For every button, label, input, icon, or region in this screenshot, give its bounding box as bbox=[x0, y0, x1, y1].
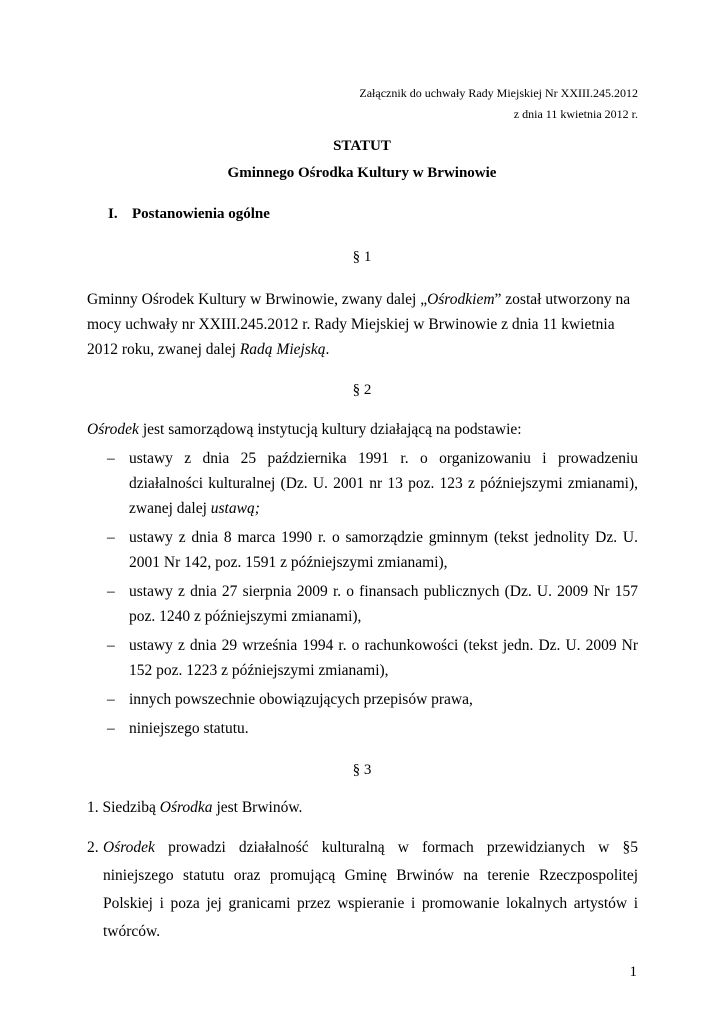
item-text-italic: Ośrodka bbox=[159, 799, 213, 816]
paragraph-2-intro bbox=[87, 417, 638, 442]
page-number: 1 bbox=[629, 964, 637, 980]
dash-bullet: – bbox=[107, 637, 115, 654]
document-title: STATUT bbox=[333, 138, 391, 154]
p1-text-a: Gminny Ośrodek Kultury w Brwinowie, zwany dalej „ bbox=[87, 291, 428, 308]
annex-note-line2: z dnia 11 kwietnia 2012 r. bbox=[513, 107, 638, 121]
list-item bbox=[107, 579, 638, 629]
section-title: Postanowienia ogólne bbox=[132, 206, 270, 222]
dash-bullet: – bbox=[107, 529, 115, 546]
item-text-a: Siedzibą bbox=[98, 799, 160, 816]
legal-basis-list bbox=[107, 446, 638, 741]
list-item bbox=[107, 525, 638, 575]
list-item bbox=[107, 446, 638, 521]
paragraph-mark-3: § 3 bbox=[352, 762, 372, 778]
p2-intro-rest: jest samorządową instytucją kultury działającą na podstawie: bbox=[138, 421, 522, 438]
item-body bbox=[87, 834, 638, 946]
item-number: 2. bbox=[87, 839, 99, 856]
dash-bullet: – bbox=[107, 450, 115, 467]
paragraph-mark-2: § 2 bbox=[352, 382, 372, 398]
p1-text-b: ” został utworzony na mocy uchwały nr XXIII.245.2012 r. Rady Miejskiej w Brwinowie z dnia 11 kwietnia 2012 roku, zwanej dalej bbox=[87, 291, 631, 358]
annex-note-line1: Załącznik do uchwały Rady Miejskiej Nr XXIII.245.2012 bbox=[359, 86, 638, 100]
dash-bullet: – bbox=[107, 691, 115, 708]
item-text-italic: Ośrodek bbox=[103, 839, 155, 856]
p2-intro-italic: Ośrodek bbox=[87, 421, 139, 438]
section-heading bbox=[108, 206, 270, 223]
p1-text-italic-rada: Radą Miejską bbox=[239, 341, 326, 358]
document-subtitle: Gminnego Ośrodka Kultury w Brwinowie bbox=[227, 165, 497, 181]
section-number: I. bbox=[108, 206, 118, 222]
p1-text-c: . bbox=[325, 341, 330, 358]
list-item-text: ustawy z dnia 27 sierpnia 2009 r. o finansach publicznych (Dz. U. 2009 Nr 157 poz. 1240 z późniejszymi zmianami), bbox=[129, 583, 638, 625]
paragraph-mark-1: § 1 bbox=[352, 249, 372, 265]
list-item-text: niniejszego statutu. bbox=[129, 720, 249, 737]
list-item-italic: ustawą; bbox=[210, 500, 260, 517]
list-item-text: ustawy z dnia 8 marca 1990 r. o samorządzie gminnym (tekst jednolity Dz. U. 2001 Nr 142, poz. 1591 z późniejszymi zmianami), bbox=[129, 529, 638, 571]
numbered-item-2 bbox=[87, 834, 638, 946]
item-text: prowadzi działalność kulturalną w formach przewidzianych w §5 niniejszego statutu oraz promującą Gminę Brwinów na terenie Rzeczpospolitej Polskiej i poza jej granicami przez wspieranie i promowanie lokalnych artystów i twórców. bbox=[103, 839, 638, 940]
list-item bbox=[107, 633, 638, 683]
item-text-b: jest Brwinów. bbox=[212, 799, 303, 816]
list-item bbox=[107, 687, 638, 712]
numbered-item-1 bbox=[87, 794, 638, 822]
list-item bbox=[107, 716, 638, 741]
item-number: 1. bbox=[87, 799, 99, 816]
list-item-text: ustawy z dnia 29 września 1994 r. o rachunkowości (tekst jedn. Dz. U. 2009 Nr 152 poz. 1223 z późniejszymi zmianami), bbox=[129, 637, 638, 679]
list-item-text: ustawy z dnia 25 października 1991 r. o organizowaniu i prowadzeniu działalności kulturalnej (Dz. U. 2001 nr 13 poz. 123 z późniejszymi zmianami), zwanej dalej bbox=[129, 450, 638, 517]
p1-text-italic-osrodkiem: Ośrodkiem bbox=[427, 291, 495, 308]
dash-bullet: – bbox=[107, 720, 115, 737]
dash-bullet: – bbox=[107, 583, 115, 600]
list-item-text: innych powszechnie obowiązujących przepisów prawa, bbox=[129, 691, 473, 708]
paragraph-1-text bbox=[87, 287, 638, 362]
